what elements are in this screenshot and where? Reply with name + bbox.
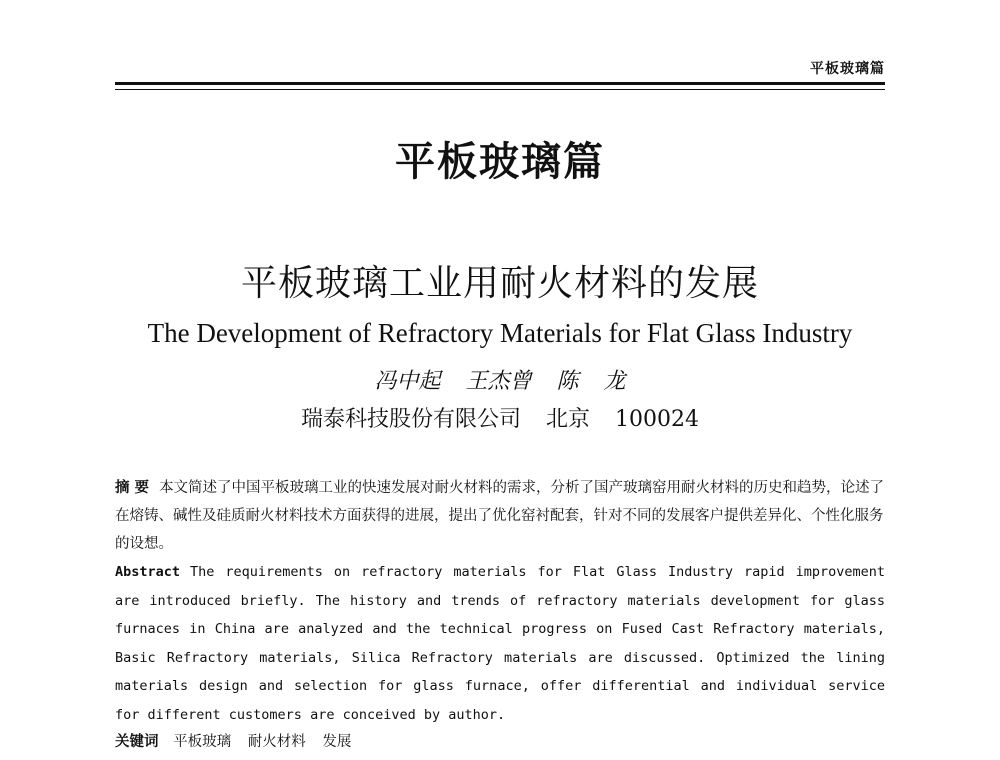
running-head: 平板玻璃篇 bbox=[810, 61, 885, 77]
paper-affiliation: 瑞泰科技股份有限公司 北京 100024 bbox=[301, 407, 699, 432]
keywords bbox=[115, 730, 885, 754]
keyword-item: 耐火材料 bbox=[247, 734, 306, 750]
abstract-cn bbox=[115, 474, 885, 558]
abstract-cn-label: 摘 要 bbox=[115, 480, 150, 496]
abstract-en-text: The requirements on refractory materials for Flat Glass Industry rapid improvement are introduced briefly. The history and trends of refractory materials development for glass furnaces in China are analyzed and the technical progress on Fused Cast Refractory materials, Basic Refractory materials, Silica Refractory materials are discussed. Optimized the lining materials design and selection for glass furnace, offer differential and individual service for different customers are conceived by author. bbox=[115, 564, 885, 723]
header-rule-thin bbox=[115, 89, 885, 90]
keyword-item: 平板玻璃 bbox=[173, 734, 232, 750]
header-rule-thick bbox=[115, 82, 885, 85]
section-title: 平板玻璃篇 bbox=[395, 139, 605, 185]
abstract-cn-text: 本文简述了中国平板玻璃工业的快速发展对耐火材料的需求，分析了国产玻璃窑用耐火材料的历史和趋势，论述了在熔铸、碱性及硅质耐火材料技术方面获得的进展，提出了优化窑衬配套，针对不同的发展客户提供差异化、个性化服务的设想。 bbox=[115, 480, 885, 552]
paper-title-en: The Development of Refractory Materials for Flat Glass Industry bbox=[147, 318, 853, 348]
keyword-item: 发展 bbox=[322, 734, 352, 750]
abstract-en bbox=[115, 558, 885, 729]
paper-title-cn: 平板玻璃工业用耐火材料的发展 bbox=[240, 263, 759, 304]
keywords-label: 关键词 bbox=[115, 734, 159, 750]
abstract-en-label: Abstract bbox=[115, 564, 181, 580]
paper-authors: 冯中起 王杰曾 陈 龙 bbox=[374, 369, 626, 394]
